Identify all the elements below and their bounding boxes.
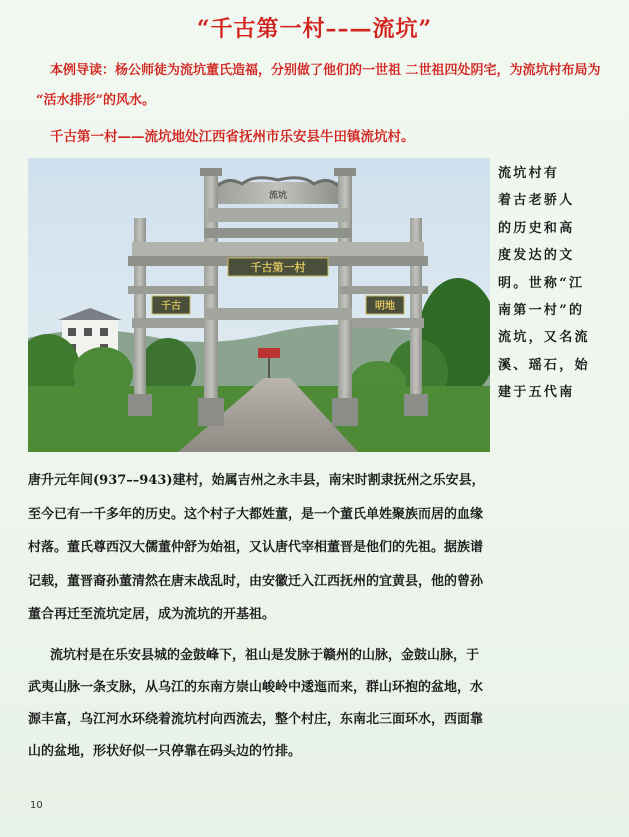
side-text-column (498, 160, 610, 407)
memorial-archway-illustration (28, 158, 490, 452)
body-line: 唐升元年间(937––943)建村，始属吉州之永丰县，南宋时割隶抚州之乐安县， (28, 473, 485, 488)
village-gate-photo (28, 158, 490, 452)
location-subheading: 千古第一村——流坑地处江西省抚州市乐安县牛田镇流坑村。 (50, 129, 415, 145)
side-line: 南第一村”的 (498, 303, 585, 319)
side-line: 的历史和高 (498, 220, 575, 236)
body-line: 山的盆地，形状好似一只停靠在码头边的竹排。 (28, 744, 302, 759)
left-plaque-text: 千古 (161, 301, 181, 312)
side-line: 明。世称“江 (498, 275, 585, 291)
right-plaque-text: 明地 (375, 301, 395, 312)
page-number: 10 (30, 800, 43, 811)
side-line: 建于五代南 (498, 385, 575, 401)
body-line: 至今已有一千多年的历史。这个村子大都姓董，是一个董氏单姓聚族而居的血缘 (28, 506, 484, 522)
body-line: 记载，董晋裔孙董清然在唐末战乱时，由安徽迁入江西抚州的宜黄县，他的曾孙 (28, 573, 484, 589)
side-line: 着古老骄人 (498, 193, 575, 209)
body-line: 武夷山脉一条支脉，从乌江的东南方崇山峻岭中逶迤而来，群山环抱的盆地，水 (28, 680, 484, 695)
page-title: “千古第一村––—流坑” (196, 16, 433, 42)
side-line: 流坑村有 (498, 166, 560, 181)
geography-paragraph (28, 640, 612, 768)
side-line: 流坑，又名流 (498, 330, 590, 346)
history-paragraph (28, 464, 612, 632)
side-line: 溪、瑶石，始 (498, 357, 590, 373)
crest-text: 流坑 (268, 191, 288, 201)
body-line: 流坑村是在乐安县城的金鼓峰下，祖山是发脉于赣州的山脉，金鼓山脉，于 (50, 648, 480, 663)
central-plaque-text: 千古第一村 (250, 261, 306, 274)
body-line: 源丰富，乌江河水环绕着流坑村向西流去，整个村庄，东南北三面环水，西面靠 (28, 712, 484, 727)
side-line: 度发达的文 (498, 248, 575, 264)
body-line: 董合再迁至流坑定居，成为流坑的开基祖。 (28, 607, 276, 622)
intro-paragraph: 本例导读：杨公师徒为流坑董氏造福，分别做了他们的一世祖 二世祖四处阴宅，为流坑村布局为 “活水排形”的风水。 (36, 63, 601, 108)
body-line: 村落。董氏尊西汉大儒董仲舒为始祖，又认唐代宰相董晋是他们的先祖。据族谱 (28, 540, 484, 555)
